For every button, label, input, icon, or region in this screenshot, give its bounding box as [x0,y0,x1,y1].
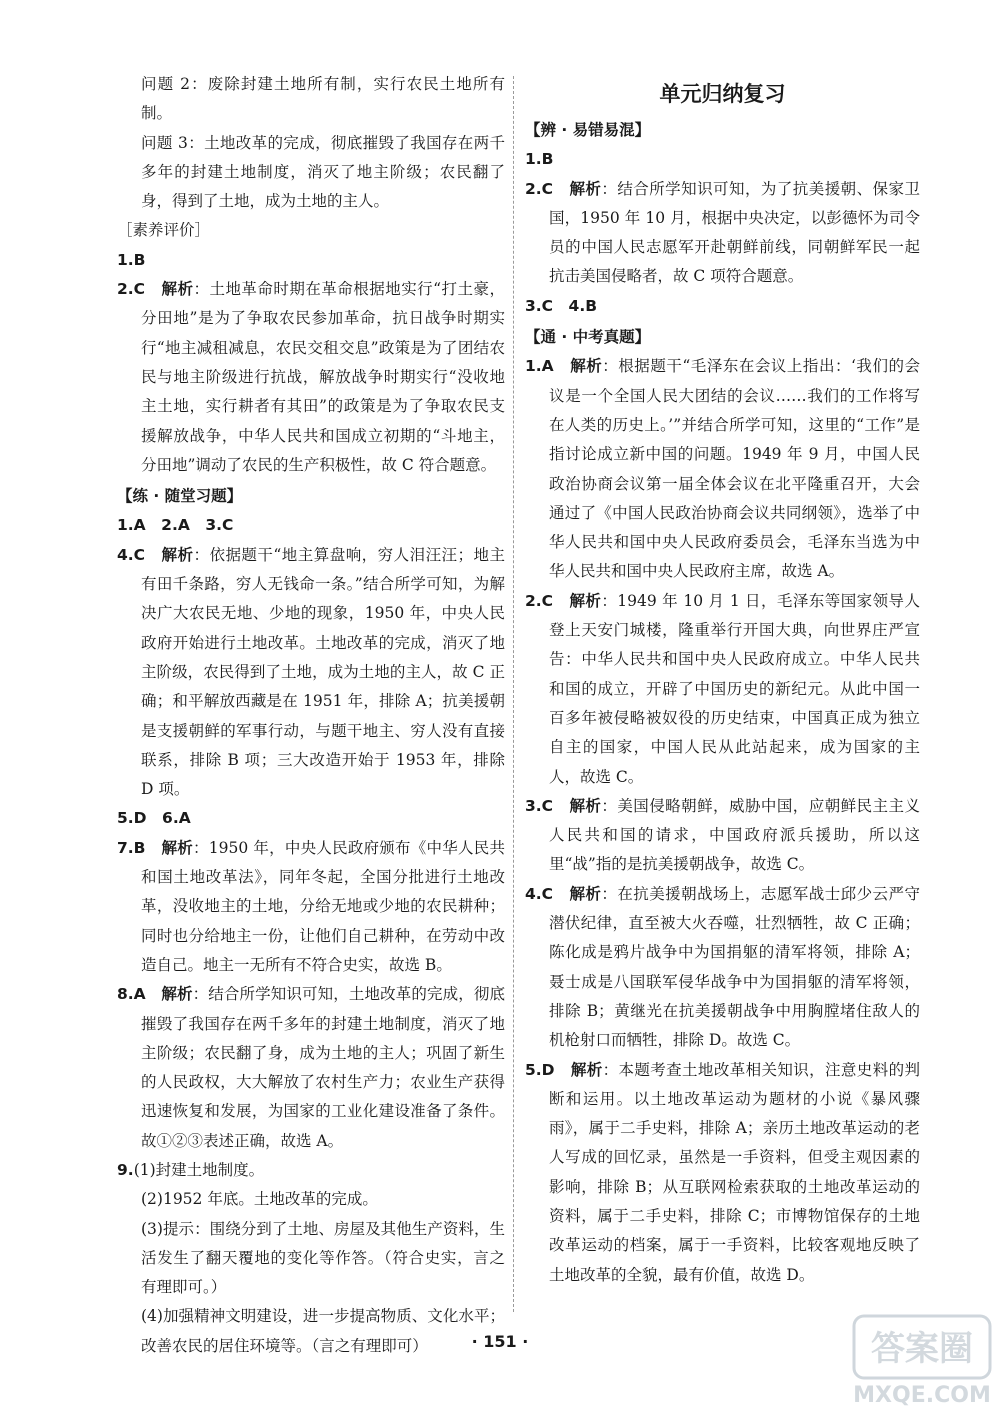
analysis-tag: 解析 [161,545,194,564]
answer-number: 2.C [117,280,146,299]
analysis-text: ：根据题干“毛泽东在会议上指出：‘我们的会议是一个全国人民大团结的会议……我们的工作将写在人类的历史上。’”并结合所学可知，这里的“工作”是指讨论成立新中国的问题。1949 年 9 月，中国人民政治协商会议第一届全体会议在北平隆重召开，大会通过了《中国人民政治协商会议共同纲领》，选举了中华人民共和国中央人民政府委员会，毛泽东当选为中华人民共和国中央人民政府主席，故选 A。 [549,357,920,581]
exam-answer-2 [525,587,920,792]
watermark-text: 答案圈 [871,1329,973,1369]
analysis-text: ：在抗美援朝战场上，志愿军战士邱少云严守潜伏纪律，直至被大火吞噬，壮烈牺牲，故 C 正确；陈化成是鸦片战争中为国捐躯的清军将领，排除 A；聂士成是八国联军侵华战争中为国捐躯的清军将领，排除 B；黄继光在抗美援朝战争中用胸膛堵住敌人的机枪射口而牺牲，排除 D。故选 C。 [549,884,920,1050]
answer-4 [117,541,505,805]
analysis-text: ：结合所学知识可知，土地改革的完成，彻底摧毁了我国存在两千多年的封建土地制度，消灭了地主阶级；农民翻了身，成为土地的主人；巩固了新生的人民政权，大大解放了农村生产力；农业生产获得迅速恢复和发展，为国家的工业化建设准备了条件。故①②③表述正确，故选 A。 [141,985,505,1150]
watermark-logo [852,1310,992,1408]
answer-number: 3.C [525,796,554,815]
analysis-text: ：美国侵略朝鲜，威胁中国，应朝鲜民主主义人民共和国的请求，中国政府派兵援助，所以这里“战”指的是抗美援朝战争，故选 C。 [549,796,920,874]
answer-2 [525,175,920,292]
answer-9-part-4: (4)加强精神文明建设，进一步提高物质、文化水平；改善农民的居住环境等。（言之有理即可） [141,1307,505,1355]
answers-5-6: 5.D 6.A [117,809,191,828]
analysis-text: ：依据题干“地主算盘响，穷人泪汪汪；地主有田千条路，穷人无钱命一条。”结合所学可知，为解决广大农民无地、少地的现象，1950 年，中央人民政府开始进行土地改革。土地改革的完成，消灭了地主阶级，农民得到了土地，成为土地的主人，故 C 正确；和平解放西藏是在 1951 年，排除 A；抗美援朝是支援朝鲜的军事行动，与题干地主、穷人没有直接联系，排除 B 项；三大改造开始于 1953 年，排除 D 项。 [141,545,505,799]
analysis-tag: 解析 [569,591,602,610]
answer-number: 4.C [117,545,146,564]
analysis-tag: 解析 [161,838,193,857]
answer-9-part-2: (2)1952 年底。土地改革的完成。 [141,1190,378,1209]
section-heading-exam-questions: 【通 · 中考真题】 [525,328,651,347]
analysis-text: ：结合所学知识可知，为了抗美援朝、保家卫国，1950 年 10 月，根据中央决定，以彭德怀为司令员的中国人民志愿军开赴朝鲜前线，同朝鲜军民一起抗击美国侵略者，故 C 项符合题意。 [549,179,920,286]
unit-review-title: 单元归纳复习 [659,82,786,106]
answer-7 [117,834,505,980]
answer-1: 1.B [525,150,554,169]
answer-number: 8.A [117,985,146,1004]
answers-1-3: 1.A 2.A 3.C [117,516,234,535]
left-column [117,70,505,1361]
analysis-text: ：本题考查土地改革相关知识，注意史料的判断和运用。以土地改革运动为题材的小说《暴风骤雨》，属于二手史料，排除 A；亲历土地改革运动的老人写成的回忆录，虽然是一手资料，但受主观因素的影响，排除 B；从互联网检索获取的土地改革运动的资料，属于二手史料，排除 C；市博物馆保存的土地改革运动的档案，属于一手资料，比较客观地反映了土地改革的全貌，最有价值，故选 D。 [549,1060,920,1284]
watermark-url: MXQE.COM [853,1383,991,1408]
page-number: · 151 · [471,1332,529,1351]
section-heading-practice: 【练 · 随堂习题】 [117,487,243,506]
answer-9-part-1 [117,1156,505,1185]
right-column [525,70,920,1290]
analysis-tag: 解析 [570,1060,603,1079]
column-divider [513,76,514,1312]
answer-question-3: 问题 3：土地改革的完成，彻底摧毁了我国存在两千多年的封建土地制度，消灭了地主阶级；农民翻了身，得到了土地，成为土地的主人。 [141,133,505,211]
answer-number: 5.D [525,1060,555,1079]
analysis-text: ：1949 年 10 月 1 日，毛泽东等国家领导人登上天安门城楼，隆重举行开国大典，向世界庄严宣告：中华人民共和国中央人民政府成立。中华人民共和国的成立，开辟了中国历史的新纪元。从此中国一百多年被侵略被奴役的历史结束，中国真正成为独立自主的国家，中国人民从此站起来，成为国家的主人，故选 C。 [549,591,920,786]
section-heading-literacy-eval: ［素养评价］ [117,221,211,240]
answer-number: 2.C [525,179,554,198]
analysis-text: ：土地革命时期在革命根据地实行“打土豪，分田地”是为了争取农民参加革命，抗日战争时期实行“地主减租减息，农民交租交息”政策是为了团结农民与地主阶级进行抗战，解放战争时期实行“没收地主土地，实行耕者有其田”的政策是为了争取农民支援解放战争，中华人民共和国成立初期的“斗地主，分田地”调动了农民的生产积极性，故 C 符合题意。 [141,280,505,474]
answer-number: 9. [117,1160,134,1179]
answer-9-part-3: (3)提示：围绕分到了土地、房屋及其他生产资料，生活发生了翻天覆地的变化等作答。（符合史实，言之有理即可。） [141,1219,505,1297]
exam-answer-3 [525,792,920,880]
analysis-tag: 解析 [569,884,602,903]
analysis-tag: 解析 [161,280,194,299]
exam-answer-1 [525,352,920,586]
analysis-text: ：1950 年，中央人民政府颁布《中华人民共和国土地改革法》，同年冬起，全国分批进行土地改革，没收地主的土地，分给无地或少地的农民耕种；同时也分给地主一份，让他们自己耕种，在劳动中改造自己。地主一无所有不符合史实，故选 B。 [141,838,505,974]
answer-number: 2.C [525,591,554,610]
answer-question-2: 问题 2：废除封建土地所有制，实行农民土地所有制。 [141,75,505,123]
analysis-tag: 解析 [569,796,602,815]
answers-3-4: 3.C 4.B [525,296,598,315]
answer-number: 7.B [117,838,146,857]
analysis-tag: 解析 [569,179,602,198]
analysis-tag: 解析 [161,985,193,1004]
answer-number: 1.A [525,357,554,376]
answer-8 [117,980,505,1156]
answer-number: 4.C [525,884,554,903]
answer-2 [117,275,505,480]
answer-text: (1)封建土地制度。 [133,1160,265,1179]
section-heading-easy-mistakes: 【辨 · 易错易混】 [525,121,651,139]
analysis-tag: 解析 [570,357,603,376]
answer-1: 1.B [117,250,146,269]
exam-answer-5 [525,1056,920,1290]
exam-answer-4 [525,880,920,1056]
